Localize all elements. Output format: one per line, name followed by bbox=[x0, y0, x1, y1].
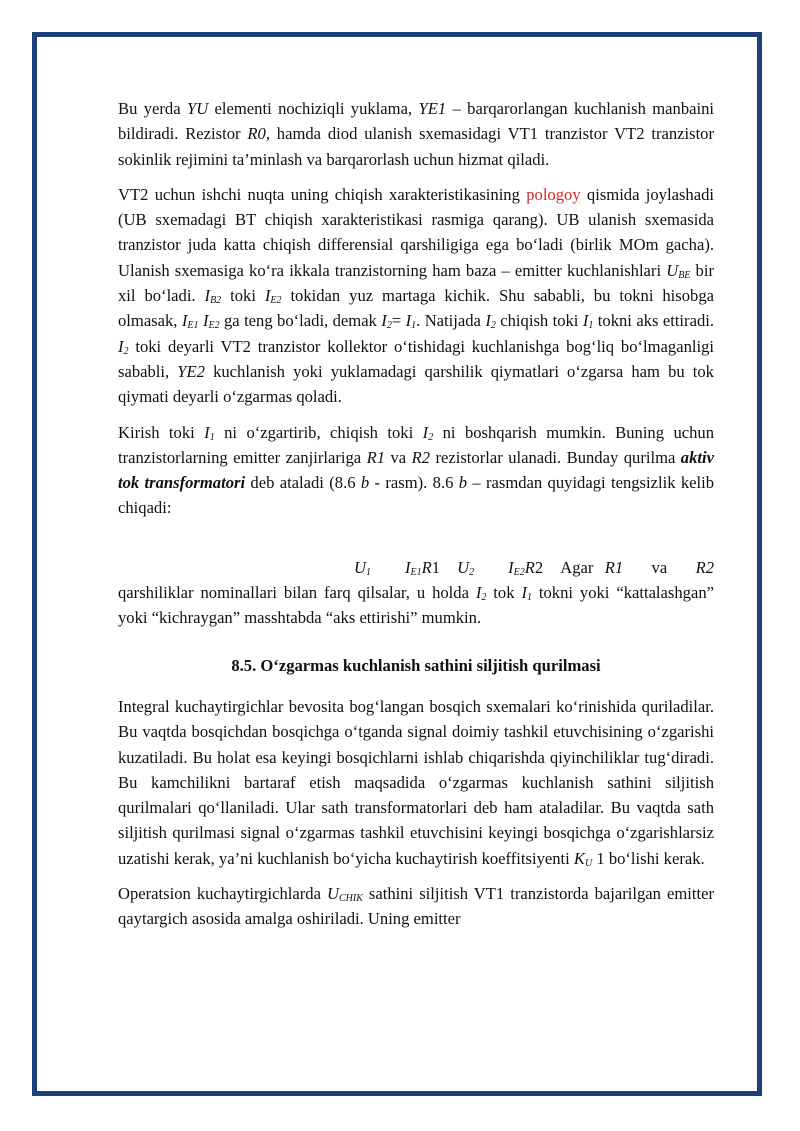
subscript: CHIK bbox=[338, 893, 363, 905]
symbol: I bbox=[204, 286, 211, 306]
symbol: R bbox=[524, 557, 535, 577]
text: deb ataladi (8.6 bbox=[245, 473, 361, 493]
paragraph-2 bbox=[118, 182, 714, 410]
symbol: U bbox=[354, 557, 366, 577]
symbol-ye2: YE2 bbox=[177, 361, 205, 381]
subscript: 2 bbox=[490, 320, 496, 332]
highlighted-word: pologoy bbox=[526, 184, 581, 204]
symbol: I bbox=[422, 422, 429, 442]
text: – barqarorlangan kuchlanish manbaini bildiradi. Rezistor bbox=[118, 99, 715, 144]
text: tok bbox=[486, 583, 522, 603]
equation-paragraph bbox=[118, 555, 714, 631]
text: rezistorlar ulanadi. Bunday qurilma bbox=[430, 447, 681, 467]
text: toki bbox=[221, 286, 265, 306]
paragraph-5 bbox=[118, 694, 714, 871]
text: 1 bo‘lishi kerak. bbox=[592, 848, 705, 868]
text: Kirish toki bbox=[118, 422, 205, 442]
symbol: I bbox=[204, 422, 210, 442]
paragraph-1 bbox=[118, 96, 714, 172]
text: . Natijada bbox=[416, 311, 486, 331]
symbol: K bbox=[573, 848, 585, 868]
paragraph-6 bbox=[118, 881, 714, 932]
symbol: I bbox=[202, 311, 209, 331]
subscript: 2 bbox=[386, 320, 392, 332]
symbol-ye1: YE1 bbox=[418, 99, 447, 118]
section-heading: 8.5. O‘zgarmas kuchlanish sathini siljitish qurilmasi bbox=[231, 655, 601, 675]
subscript: 1 bbox=[588, 320, 594, 332]
symbol: I bbox=[405, 311, 412, 331]
symbol: U bbox=[666, 260, 679, 280]
text: tokidan yuz martaga kichik. Shu sababli, bu tokni hisobga olmasak, bbox=[118, 286, 714, 331]
text: - rasm). 8.6 bbox=[369, 473, 459, 493]
text: = bbox=[391, 311, 406, 331]
text: kuchlanish yoki yuklamadagi qarshilik qiymatlari o‘zgarsa ham bu tok qiymati deyarli o‘zgarmas qoladi. bbox=[118, 361, 714, 407]
paragraph-3 bbox=[118, 420, 714, 521]
subscript: 1 bbox=[526, 592, 532, 604]
term-emphasis: aktiv tok transformatori bbox=[118, 447, 714, 493]
text: ni o‘zgartirib, chiqish toki bbox=[214, 422, 423, 442]
text: Agar bbox=[560, 557, 600, 577]
symbol: U bbox=[457, 557, 470, 577]
text: tokni yoki “kattalashgan” yoki “kichraygan” masshtabda “aks ettirishi” mumkin. bbox=[118, 583, 714, 628]
subscript: E2 bbox=[270, 295, 282, 307]
text: chiqish toki bbox=[495, 311, 583, 331]
text: sathini siljitish VT1 tranzistorda bajarilgan emitter qaytargich asosida amalga oshiriladi. Uning emitter bbox=[118, 884, 714, 929]
subscript: E1 bbox=[410, 566, 422, 578]
symbol: I bbox=[118, 336, 124, 356]
symbol: I bbox=[405, 557, 411, 577]
text: elementi nochiziqli yuklama, bbox=[208, 99, 419, 118]
text: VT2 uchun ishchi nuqta uning chiqish xarakteristikasining bbox=[118, 184, 527, 204]
symbol: R bbox=[421, 557, 432, 577]
figure-letter: b bbox=[360, 473, 370, 493]
text: Bu yerda bbox=[118, 99, 187, 118]
text: va bbox=[645, 557, 673, 577]
subscript: B2 bbox=[210, 295, 222, 307]
symbol-yu: YU bbox=[186, 99, 209, 118]
text: , hamda diod ulanish sxemasidagi VT1 tranzistor VT2 tranzistor sokinlik rejimini ta’minlash va barqarorlash uchun hizmat qiladi. bbox=[118, 124, 715, 169]
symbol: I bbox=[181, 311, 188, 331]
symbol: R2 bbox=[695, 557, 714, 577]
figure-letter: b bbox=[458, 473, 468, 493]
text: Operatsion kuchaytirgichlarda bbox=[118, 884, 327, 904]
symbol: R1 bbox=[604, 557, 624, 577]
text: 2 bbox=[534, 557, 544, 577]
text: toki deyarli VT2 tranzistor kollektor o‘tishidagi kuchlanishga bog‘liq bo‘lmaganligi sababli, bbox=[118, 336, 714, 381]
symbol: I bbox=[508, 557, 514, 577]
subscript: 2 bbox=[481, 592, 487, 604]
document-body bbox=[118, 96, 714, 942]
subscript: 1 bbox=[411, 320, 417, 332]
text: Integral kuchaytirgichlar bevosita bog‘langan bosqich sxemalari ko‘rinishida quriladilar. Bu vaqtda bosqichdan bosqichga o‘tganda signal doimiy tashkil etuvchisining o‘zgarishi kuzatiladi. Bu holat esa keyingi bosqichlarni ishlab chiqarishda qiyinchiliklar tug‘diradi. Bu kamchilikni bartaraf etish maqsadida o‘zgarmas kuchlanish sathini siljitish qurilmalari qo‘llaniladi. Ular sath transformatorlari deb ham ataladilar. Bu vaqtda sath siljitish qurilmasi signal o‘zgarmas tashkil etuvchisini keyingi bosqichga o‘zgarishlarsiz uzatishi kerak, ya’ni kuchlanish bo‘yicha kuchaytirish koeffitsiyenti bbox=[118, 696, 714, 868]
symbol: I bbox=[264, 286, 271, 306]
text: 1 bbox=[431, 557, 441, 577]
subscript: 1 bbox=[209, 431, 215, 443]
symbol-r0: R0 bbox=[247, 124, 266, 144]
symbol: U bbox=[326, 884, 339, 904]
symbol: I bbox=[475, 583, 482, 603]
subscript: 2 bbox=[469, 566, 475, 578]
subscript: BE bbox=[678, 269, 691, 281]
symbol: I bbox=[521, 583, 527, 603]
text: ni boshqarish mumkin. Buning uchun tranzistorlarning emitter zanjirlariga bbox=[118, 422, 714, 467]
symbol: I bbox=[381, 311, 387, 331]
subscript: 2 bbox=[428, 431, 434, 443]
text: ga teng bo‘ladi, demak bbox=[219, 311, 382, 331]
subscript: 1 bbox=[365, 566, 371, 578]
text: va bbox=[385, 447, 412, 467]
text: – rasmdan quyidagi tengsizlik kelib chiqadi: bbox=[118, 473, 715, 518]
subscript: E2 bbox=[208, 320, 220, 332]
text: tokni aks ettiradi. bbox=[593, 311, 714, 331]
subscript: E1 bbox=[187, 320, 199, 332]
symbol-r2: R2 bbox=[411, 447, 431, 467]
text: qismida joylashadi (UB sxemadagi BT chiqish xarakteristikasi rasmiga qarang). UB ulanish sxemasida tranzistor juda katta chiqish differensial qarshiligiga ega bo‘ladi (birlik MOm gacha). Ulanish sxemasiga ko‘ra ikkala tranzistorning ham baza – emitter kuchlanishlari bbox=[118, 184, 714, 280]
subscript: U bbox=[584, 857, 593, 869]
subscript: E2 bbox=[513, 566, 525, 578]
symbol: I bbox=[485, 311, 491, 331]
symbol: I bbox=[582, 311, 589, 331]
text: bir xil bo‘ladi. bbox=[118, 260, 714, 306]
text: qarshiliklar nominallari bilan farq qilsalar, u holda bbox=[118, 583, 476, 603]
subscript: 2 bbox=[123, 345, 129, 357]
symbol-r1: R1 bbox=[366, 447, 386, 467]
